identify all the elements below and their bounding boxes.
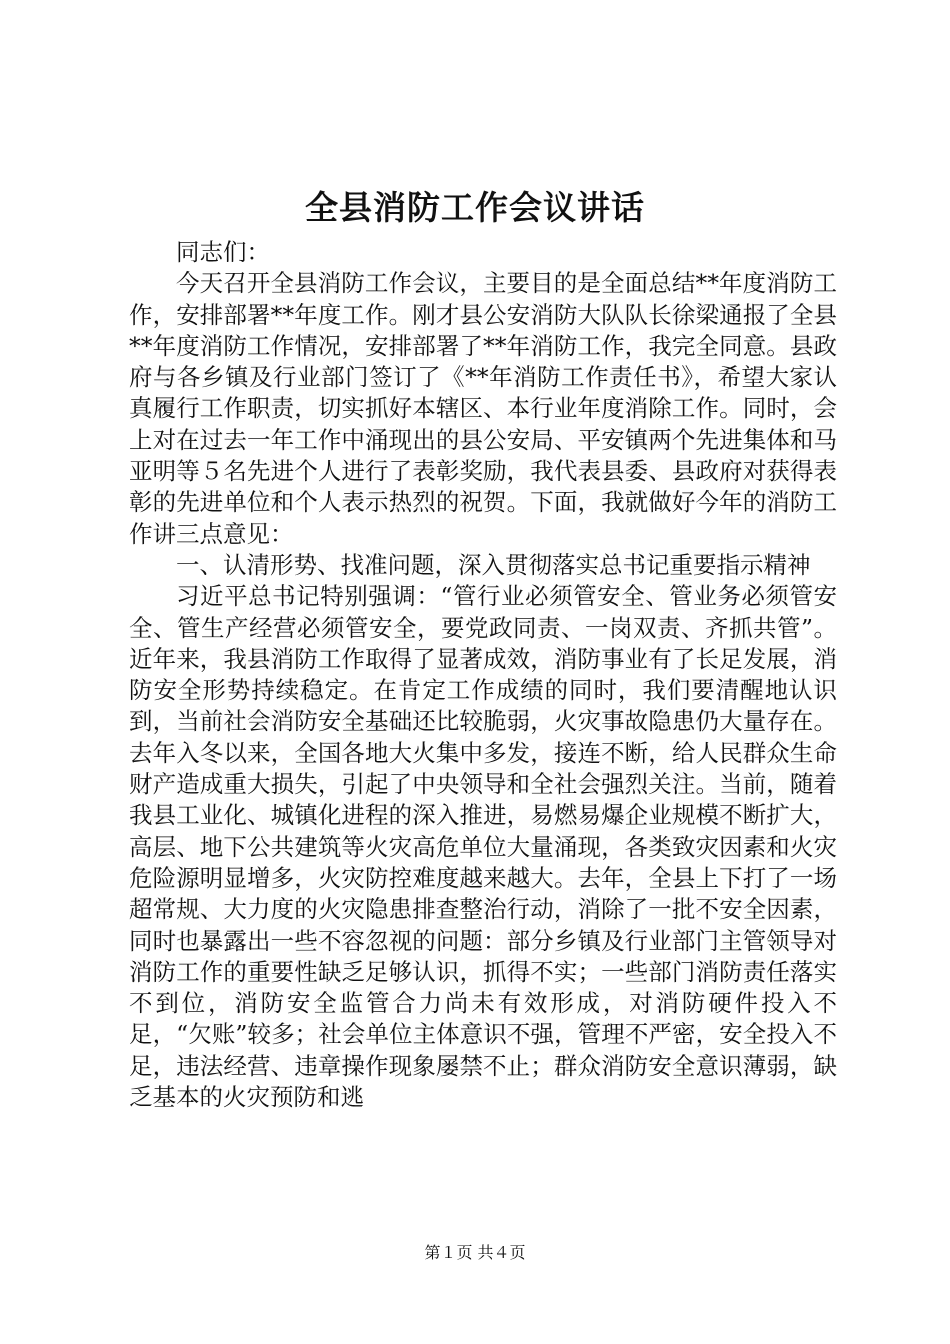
document-body — [129, 237, 837, 1113]
paragraph-opening: 今天召开全县消防工作会议，主要目的是全面总结**年度消防工作，安排部署**年度工作。刚才县公安消防大队队长徐梁通报了全县**年度消防工作情况，安排部署了**年消防工作，我完全同意。县政府与各乡镇及行业部门签订了《**年消防工作责任书》，希望大家认真履行工作职责，切实抓好本辖区、本行业年度消除工作。同时，会上对在过去一年工作中涌现出的县公安局、平安镇两个先进集体和马亚明等５名先进个人进行了表彰奖励，我代表县委、县政府对获得表彰的先进单位和个人表示热烈的祝贺。下面，我就做好今年的消防工作讲三点意见： — [129, 269, 837, 548]
paragraph-section-1: 习近平总书记特别强调：“管行业必须管安全、管业务必须管安全、管生产经营必须管安全，要党政同责、一岗双责、齐抓共管”。近年来，我县消防工作取得了显著成效，消防事业有了长足发展，消防安全形势持续稳定。在肯定工作成绩的同时，我们要清醒地认识到，当前社会消防安全基础还比较脆弱，火灾事故隐患仍大量存在。去年入冬以来，全国各地大火集中多发，接连不断，给人民群众生命财产造成重大损失，引起了中央领导和全社会强烈关注。当前，随着我县工业化、城镇化进程的深入推进，易燃易爆企业规模不断扩大，高层、地下公共建筑等火灾高危单位大量涌现，各类致灾因素和火灾危险源明显增多，火灾防控难度越来越大。去年，全县上下打了一场超常规、大力度的火灾隐患排查整治行动，消除了一批不安全因素，同时也暴露出一些不容忽视的问题：部分乡镇及行业部门主管领导对消防工作的重要性缺乏足够认识，抓得不实；一些部门消防责任落实不到位，消防安全监管合力尚未有效形成，对消防硬件投入不足，“欠账”较多；社会单位主体意识不强，管理不严密，安全投入不足，违法经营、违章操作现象屡禁不止；群众消防安全意识薄弱，缺乏基本的火灾预防和逃 — [129, 582, 837, 1112]
page-number-footer: 第１页 共４页 — [424, 1243, 526, 1262]
document-title: 全县消防工作会议讲话 — [305, 188, 645, 227]
section-heading-1: 一、认清形势、找准问题，深入贯彻落实总书记重要指示精神 — [176, 550, 811, 579]
salutation: 同志们： — [176, 238, 270, 266]
